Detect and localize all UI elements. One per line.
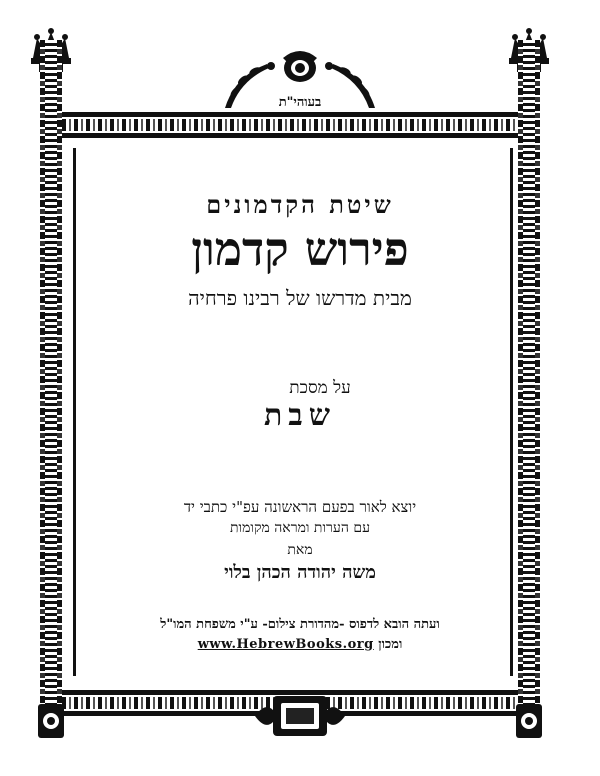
- website-link[interactable]: www.HebrewBooks.org: [197, 637, 374, 652]
- author-name: משה יהודה הכהן בלוי: [224, 562, 376, 583]
- bottom-cartouche-ornament: [255, 690, 345, 740]
- header-mark: בעוהי"ת: [278, 95, 322, 110]
- published-line: יוצא לאור בפעם הראשונה עפ"י כתבי יד: [183, 498, 417, 516]
- notes-line: עם הערות ומראה מקומות: [230, 520, 370, 536]
- from-word: מאת: [287, 542, 313, 558]
- tractate-name: שבת: [264, 398, 336, 433]
- institute-word: ומכון: [378, 637, 403, 652]
- left-pillar: [40, 40, 62, 730]
- on-tractate-label: על מסכת: [289, 378, 351, 398]
- top-border-band: [62, 112, 518, 138]
- right-pillar: [518, 40, 540, 730]
- subtitle: מבית מדרשו של רבינו פרחיה: [188, 286, 412, 310]
- institute-line: [80, 636, 520, 652]
- series-title: שיטת הקדמונים: [206, 190, 394, 219]
- right-corner-rosette: [516, 704, 542, 738]
- reprint-line: ועתה הובא לדפוס -מהדורת צילום- ע"י משפחת המו"ל: [160, 617, 440, 632]
- left-corner-rosette: [38, 704, 64, 738]
- main-title: פירוש קדמון: [191, 222, 409, 276]
